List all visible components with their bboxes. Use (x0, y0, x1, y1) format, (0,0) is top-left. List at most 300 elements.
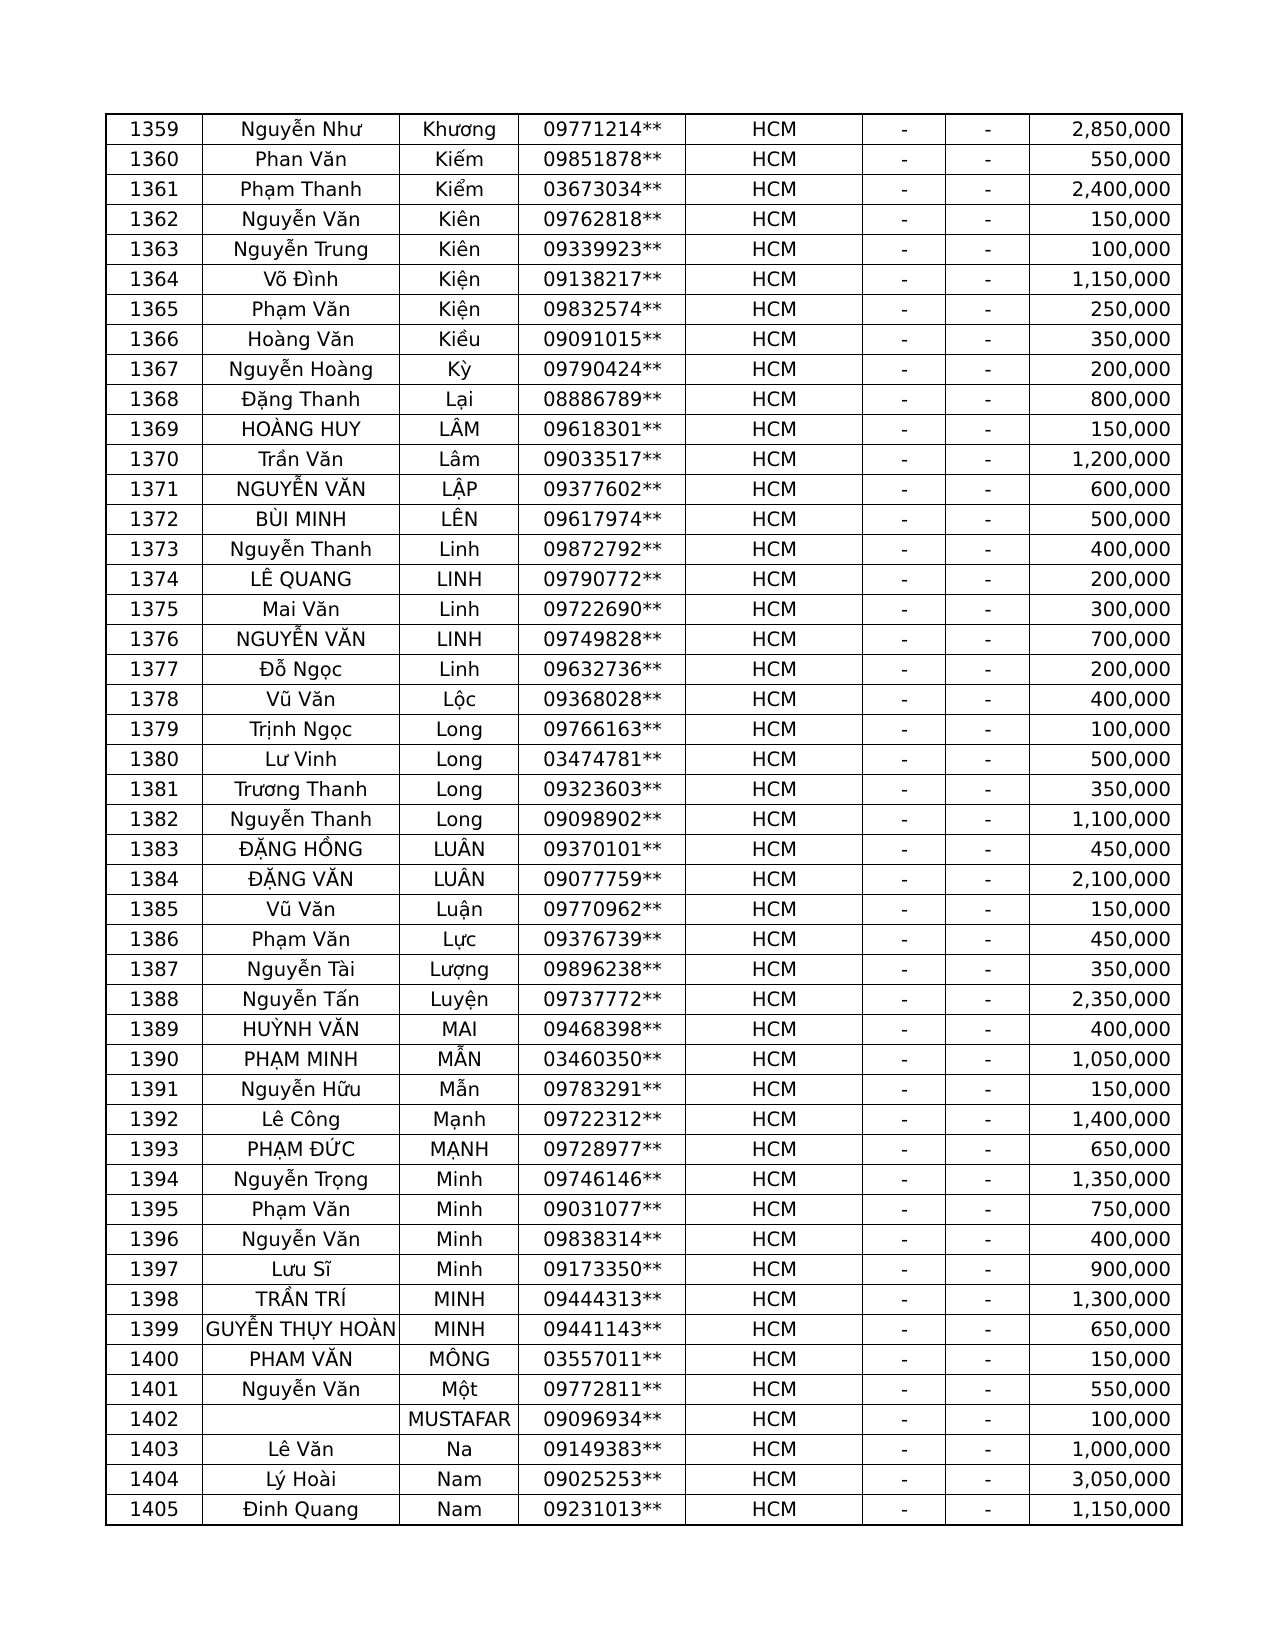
row-number-cell: 1375 (106, 595, 202, 625)
amount-cell: 350,000 (1030, 325, 1182, 355)
family-middle-name-cell: Phạm Văn (202, 925, 400, 955)
dash-cell-b: - (946, 1165, 1030, 1195)
row-number-cell: 1389 (106, 1015, 202, 1045)
dash-cell-b: - (946, 775, 1030, 805)
city-cell: HCM (686, 415, 863, 445)
dash-cell-b: - (946, 1465, 1030, 1495)
row-number-cell: 1388 (106, 985, 202, 1015)
phone-cell: 09368028** (519, 685, 686, 715)
table-row (106, 355, 1182, 385)
family-middle-name-cell: Nguyễn Hoàng (202, 355, 400, 385)
table-row (106, 565, 1182, 595)
phone-cell: 03474781** (519, 745, 686, 775)
phone-cell: 09728977** (519, 1135, 686, 1165)
amount-cell: 500,000 (1030, 505, 1182, 535)
city-cell: HCM (686, 1225, 863, 1255)
city-cell: HCM (686, 475, 863, 505)
table-row (106, 985, 1182, 1015)
amount-cell: 100,000 (1030, 715, 1182, 745)
row-number-cell: 1367 (106, 355, 202, 385)
table-row (106, 415, 1182, 445)
phone-cell: 09173350** (519, 1255, 686, 1285)
family-middle-name-cell: Lư Vinh (202, 745, 400, 775)
city-cell: HCM (686, 1255, 863, 1285)
given-name-cell: Minh (400, 1195, 519, 1225)
amount-cell: 650,000 (1030, 1315, 1182, 1345)
family-middle-name-cell: Đặng Thanh (202, 385, 400, 415)
city-cell: HCM (686, 1045, 863, 1075)
table-row (106, 1375, 1182, 1405)
table-row (106, 1165, 1182, 1195)
dash-cell-b: - (946, 325, 1030, 355)
city-cell: HCM (686, 715, 863, 745)
given-name-cell: LINH (400, 625, 519, 655)
family-middle-name-cell: BÙI MINH (202, 505, 400, 535)
dash-cell-b: - (946, 1435, 1030, 1465)
table-body (106, 114, 1182, 1525)
phone-cell: 09783291** (519, 1075, 686, 1105)
family-middle-name-cell: Vũ Văn (202, 895, 400, 925)
dash-cell-a: - (863, 865, 946, 895)
row-number-cell: 1370 (106, 445, 202, 475)
family-middle-name-cell: GUYỄN THỤY HOÀN (202, 1315, 400, 1345)
family-middle-name-cell: Nguyễn Văn (202, 205, 400, 235)
row-number-cell: 1395 (106, 1195, 202, 1225)
family-middle-name-cell: Phạm Thanh (202, 175, 400, 205)
row-number-cell: 1359 (106, 114, 202, 145)
amount-cell: 200,000 (1030, 355, 1182, 385)
given-name-cell: MUSTAFAR (400, 1405, 519, 1435)
dash-cell-a: - (863, 1375, 946, 1405)
dash-cell-b: - (946, 265, 1030, 295)
row-number-cell: 1399 (106, 1315, 202, 1345)
family-middle-name-cell: Nguyễn Tài (202, 955, 400, 985)
city-cell: HCM (686, 595, 863, 625)
table-row (106, 475, 1182, 505)
given-name-cell: LẬP (400, 475, 519, 505)
dash-cell-b: - (946, 1075, 1030, 1105)
dash-cell-a: - (863, 1405, 946, 1435)
given-name-cell: Minh (400, 1165, 519, 1195)
table-row (106, 655, 1182, 685)
city-cell: HCM (686, 655, 863, 685)
dash-cell-b: - (946, 1015, 1030, 1045)
family-middle-name-cell: Nguyễn Tấn (202, 985, 400, 1015)
phone-cell: 09722690** (519, 595, 686, 625)
dash-cell-b: - (946, 1195, 1030, 1225)
city-cell: HCM (686, 1285, 863, 1315)
dash-cell-a: - (863, 325, 946, 355)
amount-cell: 700,000 (1030, 625, 1182, 655)
given-name-cell: Minh (400, 1225, 519, 1255)
city-cell: HCM (686, 685, 863, 715)
city-cell: HCM (686, 145, 863, 175)
family-middle-name-cell: Phạm Văn (202, 295, 400, 325)
city-cell: HCM (686, 925, 863, 955)
table-row (106, 325, 1182, 355)
row-number-cell: 1402 (106, 1405, 202, 1435)
family-middle-name-cell: ĐẶNG HỒNG (202, 835, 400, 865)
phone-cell: 08886789** (519, 385, 686, 415)
family-middle-name-cell: Trần Văn (202, 445, 400, 475)
city-cell: HCM (686, 235, 863, 265)
amount-cell: 600,000 (1030, 475, 1182, 505)
table-row (106, 835, 1182, 865)
row-number-cell: 1405 (106, 1495, 202, 1526)
table-row (106, 145, 1182, 175)
table-row (106, 1075, 1182, 1105)
dash-cell-a: - (863, 655, 946, 685)
family-middle-name-cell: Nguyễn Văn (202, 1375, 400, 1405)
dash-cell-a: - (863, 1345, 946, 1375)
family-middle-name-cell: Lưu Sĩ (202, 1255, 400, 1285)
dash-cell-b: - (946, 655, 1030, 685)
dash-cell-a: - (863, 985, 946, 1015)
dash-cell-b: - (946, 865, 1030, 895)
city-cell: HCM (686, 985, 863, 1015)
given-name-cell: LÊN (400, 505, 519, 535)
city-cell: HCM (686, 205, 863, 235)
phone-cell: 09770962** (519, 895, 686, 925)
dash-cell-a: - (863, 1165, 946, 1195)
amount-cell: 350,000 (1030, 775, 1182, 805)
row-number-cell: 1371 (106, 475, 202, 505)
amount-cell: 800,000 (1030, 385, 1182, 415)
amount-cell: 2,850,000 (1030, 114, 1182, 145)
given-name-cell: Lộc (400, 685, 519, 715)
dash-cell-a: - (863, 775, 946, 805)
phone-cell: 09231013** (519, 1495, 686, 1526)
amount-cell: 1,000,000 (1030, 1435, 1182, 1465)
table-row (106, 1345, 1182, 1375)
dash-cell-a: - (863, 475, 946, 505)
given-name-cell: Kiện (400, 295, 519, 325)
row-number-cell: 1383 (106, 835, 202, 865)
amount-cell: 400,000 (1030, 1015, 1182, 1045)
table-row (106, 535, 1182, 565)
amount-cell: 2,400,000 (1030, 175, 1182, 205)
amount-cell: 100,000 (1030, 1405, 1182, 1435)
dash-cell-b: - (946, 475, 1030, 505)
family-middle-name-cell: Đỗ Ngọc (202, 655, 400, 685)
amount-cell: 650,000 (1030, 1135, 1182, 1165)
phone-cell: 09722312** (519, 1105, 686, 1135)
row-number-cell: 1384 (106, 865, 202, 895)
phone-cell: 03557011** (519, 1345, 686, 1375)
given-name-cell: LÂM (400, 415, 519, 445)
given-name-cell: Lực (400, 925, 519, 955)
city-cell: HCM (686, 265, 863, 295)
phone-cell: 09872792** (519, 535, 686, 565)
dash-cell-a: - (863, 415, 946, 445)
city-cell: HCM (686, 835, 863, 865)
family-middle-name-cell: Trương Thanh (202, 775, 400, 805)
given-name-cell: Linh (400, 595, 519, 625)
row-number-cell: 1396 (106, 1225, 202, 1255)
family-middle-name-cell: Nguyễn Trung (202, 235, 400, 265)
dash-cell-b: - (946, 114, 1030, 145)
row-number-cell: 1360 (106, 145, 202, 175)
city-cell: HCM (686, 775, 863, 805)
city-cell: HCM (686, 114, 863, 145)
family-middle-name-cell: Nguyễn Hữu (202, 1075, 400, 1105)
city-cell: HCM (686, 175, 863, 205)
given-name-cell: Kiều (400, 325, 519, 355)
dash-cell-a: - (863, 1495, 946, 1526)
city-cell: HCM (686, 1135, 863, 1165)
given-name-cell: Kiện (400, 265, 519, 295)
table-row (106, 685, 1182, 715)
city-cell: HCM (686, 1345, 863, 1375)
dash-cell-a: - (863, 445, 946, 475)
dash-cell-b: - (946, 1135, 1030, 1165)
dash-cell-b: - (946, 1255, 1030, 1285)
given-name-cell: Kiểm (400, 175, 519, 205)
dash-cell-a: - (863, 565, 946, 595)
row-number-cell: 1377 (106, 655, 202, 685)
dash-cell-a: - (863, 685, 946, 715)
row-number-cell: 1404 (106, 1465, 202, 1495)
phone-cell: 09441143** (519, 1315, 686, 1345)
table-row (106, 235, 1182, 265)
phone-cell: 09772811** (519, 1375, 686, 1405)
phone-cell: 09468398** (519, 1015, 686, 1045)
dash-cell-a: - (863, 295, 946, 325)
amount-cell: 450,000 (1030, 835, 1182, 865)
dash-cell-a: - (863, 235, 946, 265)
family-middle-name-cell: HUỲNH VĂN (202, 1015, 400, 1045)
phone-cell: 09771214** (519, 114, 686, 145)
dash-cell-b: - (946, 745, 1030, 775)
dash-cell-a: - (863, 1255, 946, 1285)
amount-cell: 3,050,000 (1030, 1465, 1182, 1495)
table-row (106, 1495, 1182, 1526)
dash-cell-b: - (946, 1285, 1030, 1315)
table-row (106, 265, 1182, 295)
family-middle-name-cell: NGUYỄN VĂN (202, 625, 400, 655)
dash-cell-a: - (863, 355, 946, 385)
dash-cell-b: - (946, 205, 1030, 235)
amount-cell: 250,000 (1030, 295, 1182, 325)
dash-cell-a: - (863, 835, 946, 865)
dash-cell-a: - (863, 1075, 946, 1105)
family-middle-name-cell (202, 1405, 400, 1435)
dash-cell-a: - (863, 955, 946, 985)
given-name-cell: Linh (400, 655, 519, 685)
city-cell: HCM (686, 955, 863, 985)
family-middle-name-cell: Phạm Văn (202, 1195, 400, 1225)
amount-cell: 1,300,000 (1030, 1285, 1182, 1315)
city-cell: HCM (686, 1165, 863, 1195)
family-middle-name-cell: LÊ QUANG (202, 565, 400, 595)
dash-cell-a: - (863, 895, 946, 925)
row-number-cell: 1376 (106, 625, 202, 655)
dash-cell-a: - (863, 1195, 946, 1225)
dash-cell-a: - (863, 1105, 946, 1135)
given-name-cell: Luyện (400, 985, 519, 1015)
given-name-cell: Linh (400, 535, 519, 565)
family-middle-name-cell: Đinh Quang (202, 1495, 400, 1526)
table-row (106, 1255, 1182, 1285)
amount-cell: 350,000 (1030, 955, 1182, 985)
row-number-cell: 1372 (106, 505, 202, 535)
dash-cell-a: - (863, 205, 946, 235)
family-middle-name-cell: Võ Đình (202, 265, 400, 295)
row-number-cell: 1391 (106, 1075, 202, 1105)
city-cell: HCM (686, 1375, 863, 1405)
city-cell: HCM (686, 565, 863, 595)
city-cell: HCM (686, 505, 863, 535)
dash-cell-b: - (946, 1495, 1030, 1526)
table-row (106, 175, 1182, 205)
city-cell: HCM (686, 865, 863, 895)
row-number-cell: 1385 (106, 895, 202, 925)
city-cell: HCM (686, 1465, 863, 1495)
given-name-cell: LUÂN (400, 835, 519, 865)
given-name-cell: Nam (400, 1465, 519, 1495)
amount-cell: 150,000 (1030, 205, 1182, 235)
amount-cell: 300,000 (1030, 595, 1182, 625)
row-number-cell: 1387 (106, 955, 202, 985)
dash-cell-b: - (946, 175, 1030, 205)
dash-cell-b: - (946, 1045, 1030, 1075)
phone-cell: 09617974** (519, 505, 686, 535)
family-middle-name-cell: Phan Văn (202, 145, 400, 175)
family-middle-name-cell: HOÀNG HUY (202, 415, 400, 445)
family-middle-name-cell: PHẠM ĐỨC (202, 1135, 400, 1165)
table-row (106, 895, 1182, 925)
table-row (106, 1225, 1182, 1255)
row-number-cell: 1401 (106, 1375, 202, 1405)
dash-cell-b: - (946, 595, 1030, 625)
dash-cell-b: - (946, 895, 1030, 925)
row-number-cell: 1361 (106, 175, 202, 205)
given-name-cell: MẪN (400, 1045, 519, 1075)
given-name-cell: Long (400, 745, 519, 775)
phone-cell: 09098902** (519, 805, 686, 835)
row-number-cell: 1386 (106, 925, 202, 955)
table-row (106, 1105, 1182, 1135)
phone-cell: 09618301** (519, 415, 686, 445)
amount-cell: 400,000 (1030, 685, 1182, 715)
city-cell: HCM (686, 445, 863, 475)
given-name-cell: Kỳ (400, 355, 519, 385)
phone-cell: 09790424** (519, 355, 686, 385)
city-cell: HCM (686, 385, 863, 415)
city-cell: HCM (686, 1105, 863, 1135)
amount-cell: 550,000 (1030, 145, 1182, 175)
phone-cell: 09370101** (519, 835, 686, 865)
dash-cell-a: - (863, 805, 946, 835)
amount-cell: 750,000 (1030, 1195, 1182, 1225)
city-cell: HCM (686, 355, 863, 385)
table-row (106, 775, 1182, 805)
phone-cell: 09762818** (519, 205, 686, 235)
city-cell: HCM (686, 1315, 863, 1345)
given-name-cell: Kiếm (400, 145, 519, 175)
table-row (106, 1435, 1182, 1465)
row-number-cell: 1381 (106, 775, 202, 805)
amount-cell: 200,000 (1030, 565, 1182, 595)
city-cell: HCM (686, 1015, 863, 1045)
family-middle-name-cell: Nguyễn Thanh (202, 535, 400, 565)
amount-cell: 200,000 (1030, 655, 1182, 685)
city-cell: HCM (686, 895, 863, 925)
phone-cell: 03673034** (519, 175, 686, 205)
dash-cell-b: - (946, 415, 1030, 445)
family-middle-name-cell: Nguyễn Thanh (202, 805, 400, 835)
amount-cell: 1,100,000 (1030, 805, 1182, 835)
amount-cell: 100,000 (1030, 235, 1182, 265)
phone-cell: 09746146** (519, 1165, 686, 1195)
dash-cell-b: - (946, 235, 1030, 265)
row-number-cell: 1380 (106, 745, 202, 775)
dash-cell-b: - (946, 835, 1030, 865)
table-row (106, 205, 1182, 235)
amount-cell: 1,200,000 (1030, 445, 1182, 475)
family-middle-name-cell: PHẠM MINH (202, 1045, 400, 1075)
family-middle-name-cell: Hoàng Văn (202, 325, 400, 355)
phone-cell: 09766163** (519, 715, 686, 745)
row-number-cell: 1400 (106, 1345, 202, 1375)
dash-cell-a: - (863, 625, 946, 655)
given-name-cell: LINH (400, 565, 519, 595)
amount-cell: 150,000 (1030, 1075, 1182, 1105)
table-row (106, 114, 1182, 145)
dash-cell-b: - (946, 445, 1030, 475)
family-middle-name-cell: Lê Công (202, 1105, 400, 1135)
table-row (106, 1135, 1182, 1165)
given-name-cell: Kiên (400, 235, 519, 265)
table-row (106, 295, 1182, 325)
phone-cell: 09790772** (519, 565, 686, 595)
phone-cell: 09632736** (519, 655, 686, 685)
family-middle-name-cell: NGUYỄN VĂN (202, 475, 400, 505)
dash-cell-a: - (863, 1435, 946, 1465)
amount-cell: 1,150,000 (1030, 1495, 1182, 1526)
row-number-cell: 1365 (106, 295, 202, 325)
city-cell: HCM (686, 1495, 863, 1526)
phone-cell: 09031077** (519, 1195, 686, 1225)
given-name-cell: MINH (400, 1285, 519, 1315)
row-number-cell: 1398 (106, 1285, 202, 1315)
dash-cell-b: - (946, 355, 1030, 385)
city-cell: HCM (686, 295, 863, 325)
phone-cell: 09096934** (519, 1405, 686, 1435)
phone-cell: 09444313** (519, 1285, 686, 1315)
family-middle-name-cell: Mai Văn (202, 595, 400, 625)
city-cell: HCM (686, 1075, 863, 1105)
row-number-cell: 1394 (106, 1165, 202, 1195)
dash-cell-a: - (863, 1315, 946, 1345)
family-middle-name-cell: Nguyễn Văn (202, 1225, 400, 1255)
dash-cell-a: - (863, 745, 946, 775)
amount-cell: 150,000 (1030, 895, 1182, 925)
row-number-cell: 1373 (106, 535, 202, 565)
family-middle-name-cell: ĐẶNG VĂN (202, 865, 400, 895)
given-name-cell: LUÂN (400, 865, 519, 895)
amount-cell: 450,000 (1030, 925, 1182, 955)
amount-cell: 2,100,000 (1030, 865, 1182, 895)
table-row (106, 1465, 1182, 1495)
amount-cell: 1,150,000 (1030, 265, 1182, 295)
row-number-cell: 1368 (106, 385, 202, 415)
row-number-cell: 1366 (106, 325, 202, 355)
given-name-cell: MINH (400, 1315, 519, 1345)
table-row (106, 805, 1182, 835)
given-name-cell: Khương (400, 114, 519, 145)
table-row (106, 445, 1182, 475)
